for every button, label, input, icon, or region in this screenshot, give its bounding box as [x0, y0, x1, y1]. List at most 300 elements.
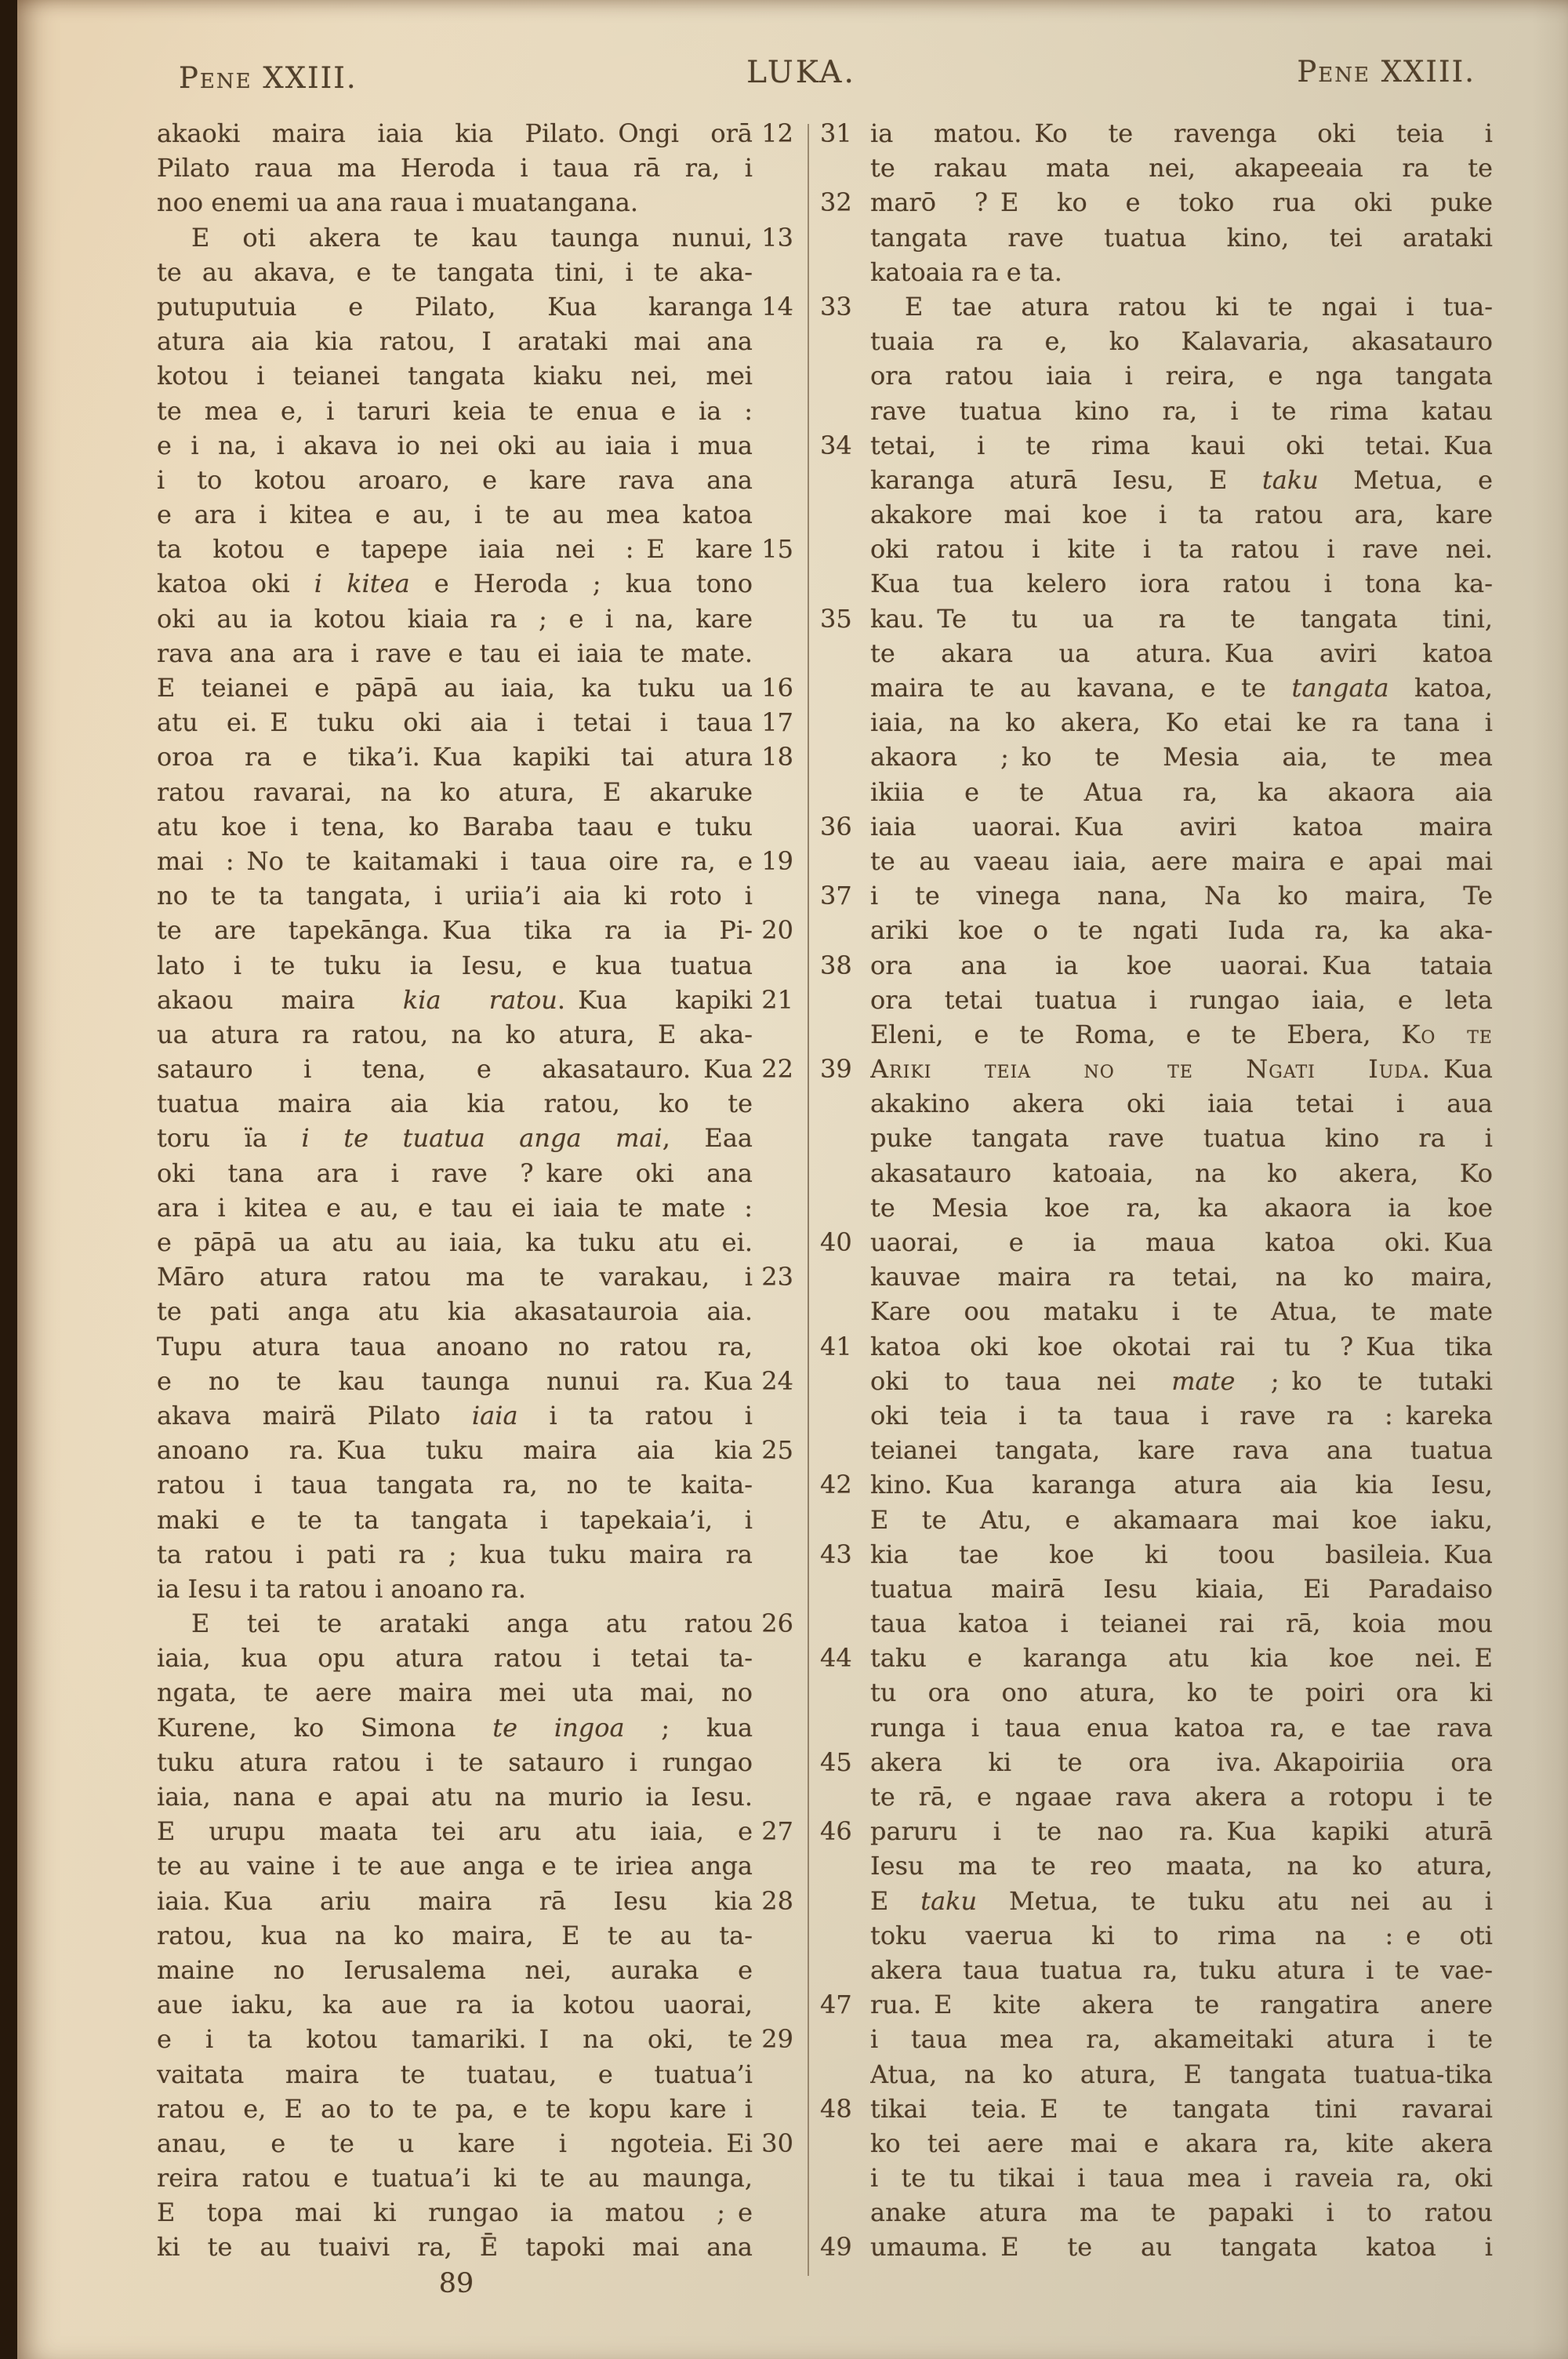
text-line	[157, 1884, 793, 1918]
verse-text: ta ratou i pati ra ; kua tuku maira ra	[157, 1539, 753, 1569]
verse-number	[753, 2092, 793, 2126]
running-head	[17, 50, 1568, 97]
text-line	[157, 1572, 793, 1606]
verse-number	[753, 878, 793, 913]
verse-number: 35	[820, 603, 852, 634]
text-line	[157, 1537, 793, 1572]
verse-number	[753, 948, 793, 983]
text-line	[820, 2022, 1493, 2056]
text-line	[820, 1294, 1493, 1329]
text-line	[820, 2230, 1493, 2264]
text-line	[820, 844, 1493, 878]
verse-number	[753, 1675, 793, 1710]
text-line	[820, 2195, 1493, 2230]
italic-text: kia ratou	[402, 984, 557, 1015]
text-line	[820, 566, 1493, 601]
text-line	[157, 1156, 793, 1190]
verse-number	[820, 2195, 870, 2230]
verse-text: ratou ravarai, na ko atura, E akaruke	[157, 776, 753, 807]
text-line	[820, 1364, 1493, 1398]
verse-text: akera taua tuatua ra, tuku atura i te vae-	[870, 1954, 1493, 1985]
verse-number	[753, 2057, 793, 2092]
text-line	[157, 1329, 793, 1364]
text-line	[157, 1017, 793, 1052]
verse-number	[753, 2230, 793, 2264]
verse-number	[820, 151, 870, 185]
verse-text: ora tetai tuatua i rungao iaia, e leta	[870, 984, 1493, 1015]
verse-number: 27	[761, 1816, 793, 1847]
verse-text: lato i te tuku ia Iesu, e kua tuatua	[157, 950, 753, 980]
verse-text: ratou e, E ao to te pa, e te kopu kare i	[157, 2093, 753, 2124]
verse-number	[753, 2195, 793, 2230]
verse-text: kia tae koe ki toou basileia. Kua	[870, 1539, 1493, 1569]
verse-number	[753, 428, 793, 463]
text-line	[820, 809, 1493, 844]
verse-number	[753, 1572, 793, 1606]
verse-number	[753, 394, 793, 428]
verse-text: atura aia kia ratou, I arataki mai ana	[157, 326, 753, 357]
verse-text: vaitata maira te tuatau, e tuatua’i	[157, 2059, 753, 2089]
verse-number: 24	[761, 1365, 793, 1396]
verse-text: Kare oou mataku i te Atua, te mate	[870, 1296, 1493, 1327]
verse-text: E topa mai ki rungao ia matou ; e	[157, 2197, 753, 2228]
verse-text: akaora ; ko te Mesia aia, te mea	[870, 742, 1493, 772]
verse-number: 33	[820, 291, 852, 322]
verse-number	[753, 463, 793, 497]
verse-text: E oti akera te kau taunga nunui,	[191, 222, 753, 253]
text-line	[820, 497, 1493, 532]
verse-number: 28	[761, 1885, 793, 1916]
verse-text: iaia, kua opu atura ratou i tetai ta-	[157, 1643, 753, 1674]
verse-number	[753, 2161, 793, 2195]
italic-text: taku	[1261, 464, 1319, 495]
verse-text: ko tei aere mai e akara ra, kite akera	[870, 2128, 1493, 2158]
text-line	[157, 1779, 793, 1814]
verse-number: 29	[761, 2024, 793, 2055]
verse-number: 13	[761, 222, 793, 253]
text-line	[820, 532, 1493, 566]
text-line	[820, 1086, 1493, 1121]
verse-text: E urupu maata tei aru atu iaia, e	[157, 1816, 753, 1847]
verse-text: akera ki te ora iva. Akapoiriia ora	[870, 1747, 1493, 1777]
text-line	[157, 1987, 793, 2022]
verse-number	[753, 1086, 793, 1121]
verse-text: te pati anga atu kia akasatauroia aia.	[157, 1296, 753, 1327]
verse-text: i te vinega nana, Na ko maira, Te	[870, 881, 1493, 911]
text-line	[157, 1675, 793, 1710]
text-line	[157, 255, 793, 289]
text-line	[820, 255, 1493, 289]
text-line	[820, 1537, 1493, 1572]
running-head-chapter-right: Pene XXIII.	[1297, 55, 1475, 89]
text-line	[157, 358, 793, 393]
verse-number: 46	[820, 1816, 852, 1847]
text-line	[157, 1641, 793, 1675]
verse-text: ariki koe o te ngati Iuda ra, ka aka-	[870, 915, 1493, 946]
text-line	[157, 116, 793, 151]
text-line	[820, 1121, 1493, 1155]
italic-text: tangata	[1291, 673, 1389, 703]
verse-text: rua. E kite akera te rangatira anere	[870, 1990, 1493, 2020]
verse-text: akakino akera oki iaia tetai i aua	[870, 1089, 1493, 1119]
text-line	[157, 1918, 793, 1953]
verse-number: 38	[820, 950, 852, 980]
verse-number	[820, 1364, 870, 1398]
verse-number: 43	[820, 1539, 852, 1569]
verse-number: 12	[761, 118, 793, 148]
verse-number: 25	[761, 1435, 793, 1466]
verse-number	[820, 1848, 870, 1883]
verse-text: kau. Te tu ua ra te tangata tini,	[870, 603, 1493, 634]
verse-text: ora ana ia koe uaorai. Kua tataia	[870, 950, 1493, 980]
text-line	[820, 1953, 1493, 1987]
text-line	[820, 185, 1493, 220]
verse-number: 26	[761, 1608, 793, 1639]
text-line	[157, 1294, 793, 1329]
verse-text: akaou maira kia ratou. Kua kapiki	[157, 984, 753, 1015]
verse-text: te au vaeau iaia, aere maira e apai mai	[870, 845, 1493, 876]
verse-number	[753, 1467, 793, 1502]
page-edge-shadow	[1532, 0, 1568, 2359]
verse-number	[820, 566, 870, 601]
text-line	[157, 1503, 793, 1537]
verse-text: toru ïa i te tuatua anga mai, Eaa	[157, 1123, 753, 1154]
verse-number	[753, 1779, 793, 1814]
verse-text: aue iaku, ka aue ra ia kotou uaorai,	[157, 1990, 753, 2020]
verse-number	[753, 1503, 793, 1537]
text-line	[157, 1364, 793, 1398]
text-line	[820, 2126, 1493, 2161]
text-line	[157, 809, 793, 844]
verse-text: te au vaine i te aue anga e te iriea anga	[157, 1851, 753, 1881]
text-line	[157, 289, 793, 324]
verse-number	[820, 1294, 870, 1329]
text-line	[820, 1918, 1493, 1953]
verse-text: ia matou. Ko te ravenga oki teia i	[870, 118, 1493, 148]
verse-number	[820, 740, 870, 774]
text-line	[820, 151, 1493, 185]
text-line	[820, 740, 1493, 774]
text-line	[820, 1467, 1493, 1502]
verse-number	[820, 705, 870, 740]
running-head-book-title: LUKA.	[746, 55, 856, 90]
verse-text: paruru i te nao ra. Kua kapiki aturā	[870, 1816, 1493, 1847]
text-line	[157, 636, 793, 671]
text-line	[157, 1190, 793, 1225]
verse-text: akava mairä Pilato iaia i ta ratou i	[157, 1400, 753, 1430]
text-line	[820, 1814, 1493, 1848]
verse-text: anake atura ma te papaki i to ratou	[870, 2197, 1493, 2228]
text-line	[157, 1606, 793, 1641]
verse-number: 19	[761, 845, 793, 876]
verse-text: te akara ua atura. Kua aviri katoa	[870, 638, 1493, 668]
italic-text: i kitea	[314, 569, 410, 599]
verse-number	[753, 1745, 793, 1779]
text-line	[820, 1745, 1493, 1779]
verse-text: marō ? E ko e toko rua oki puke	[870, 187, 1493, 218]
verse-text: e i na, i akava io nei oki au iaia i mua	[157, 430, 753, 460]
verse-number	[820, 532, 870, 566]
text-line	[157, 185, 793, 220]
verse-number	[753, 1918, 793, 1953]
verse-number	[753, 636, 793, 671]
verse-text: E tae atura ratou ki te ngai i tua-	[905, 291, 1493, 322]
text-line	[157, 878, 793, 913]
verse-text: te rakau mata nei, akapeeaia ra te	[870, 153, 1493, 184]
verse-text: oki teia i ta taua i rave ra : kareka	[870, 1400, 1493, 1430]
small-caps-text: Ko te	[1401, 1019, 1493, 1049]
text-line	[820, 1641, 1493, 1675]
verse-text: uaorai, e ia maua katoa oki. Kua	[870, 1227, 1493, 1257]
verse-number	[753, 1329, 793, 1364]
verse-number	[820, 1433, 870, 1467]
verse-text: oroa ra e tika’i. Kua kapiki tai atura	[157, 742, 753, 772]
text-line	[820, 1884, 1493, 1918]
verse-text: E te Atu, e akamaara mai koe iaku,	[870, 1504, 1493, 1535]
verse-text: tuku atura ratou i te satauro i rungao	[157, 1747, 753, 1777]
verse-number	[753, 602, 793, 636]
verse-number	[820, 255, 870, 289]
verse-text: ora ratou iaia i reira, e nga tangata	[870, 361, 1493, 391]
text-line	[820, 913, 1493, 947]
verse-text: ki te au tuaivi ra, Ē tapoki mai ana	[157, 2232, 753, 2263]
verse-number	[753, 151, 793, 185]
page-number: 89	[438, 2268, 474, 2299]
verse-text: maira te au kavana, e te tangata katoa,	[870, 673, 1493, 703]
text-line	[157, 1398, 793, 1433]
verse-number	[753, 1225, 793, 1259]
verse-text: Pilato raua ma Heroda i taua rā ra, i	[157, 153, 753, 184]
verse-text: ratou, kua na ko maira, E te au ta-	[157, 1920, 753, 1950]
verse-text: kauvae maira ra tetai, na ko maira,	[870, 1262, 1493, 1292]
verse-text: putuputuia e Pilato, Kua karanga	[157, 291, 753, 322]
verse-text: oki to taua nei mate ; ko te tutaki	[870, 1365, 1493, 1396]
verse-text: iaia, nana e apai atu na murio ia Iesu.	[157, 1782, 753, 1812]
text-line	[820, 2092, 1493, 2126]
running-head-chapter-left: Pene XXIII.	[179, 61, 358, 95]
verse-number: 49	[820, 2232, 852, 2263]
verse-text: tuatua maira aia kia ratou, ko te	[157, 1089, 753, 1119]
text-line	[157, 740, 793, 774]
text-line	[157, 602, 793, 636]
text-line	[820, 636, 1493, 671]
verse-text: E tei te arataki anga atu ratou	[191, 1608, 753, 1639]
verse-number	[820, 1918, 870, 1953]
verse-text: maine no Ierusalema nei, auraka e	[157, 1954, 753, 1985]
text-line	[157, 1052, 793, 1086]
verse-text: katoa oki koe okotai rai tu ? Kua tika	[870, 1331, 1493, 1361]
verse-number	[820, 394, 870, 428]
verse-number	[753, 1641, 793, 1675]
verse-number	[820, 1259, 870, 1294]
text-line	[820, 878, 1493, 913]
text-line	[820, 358, 1493, 393]
text-line	[820, 1503, 1493, 1537]
verse-text: oki au ia kotou kiaia ra ; e i na, kare	[157, 603, 753, 634]
verse-number	[753, 809, 793, 844]
text-line	[157, 1086, 793, 1121]
verse-text: i to kotou aroaro, e kare rava ana	[157, 464, 753, 495]
verse-number: 16	[761, 673, 793, 703]
verse-text: anoano ra. Kua tuku maira aia kia	[157, 1435, 753, 1466]
text-line	[157, 151, 793, 185]
text-line	[820, 1710, 1493, 1745]
verse-number: 17	[761, 707, 793, 738]
verse-number	[820, 844, 870, 878]
text-line	[157, 2092, 793, 2126]
verse-number: 39	[820, 1054, 852, 1085]
verse-text: rava ana ara i rave e tau ei iaia te mate.	[157, 638, 753, 668]
text-line	[157, 1121, 793, 1155]
text-line	[820, 1433, 1493, 1467]
verse-text: anau, e te u kare i ngoteia. Ei	[157, 2128, 753, 2158]
verse-text: taua katoa i teianei rai rā, koia mou	[870, 1608, 1493, 1639]
verse-number	[753, 1848, 793, 1883]
text-line	[820, 1190, 1493, 1225]
text-line	[157, 983, 793, 1017]
verse-number	[753, 185, 793, 220]
text-line	[157, 2161, 793, 2195]
text-line	[157, 1814, 793, 1848]
verse-text: tu ora ono atura, ko te poiri ora ki	[870, 1677, 1493, 1708]
verse-number	[820, 2022, 870, 2056]
verse-number	[753, 255, 793, 289]
verse-text: te are tapekānga. Kua tika ra ia Pi-	[157, 915, 753, 946]
text-line	[820, 289, 1493, 324]
verse-number	[820, 1884, 870, 1918]
text-line	[820, 2161, 1493, 2195]
verse-text: Eleni, e te Roma, e te Ebera, Ko te	[870, 1019, 1493, 1049]
text-line	[157, 497, 793, 532]
text-line	[157, 1710, 793, 1745]
verse-text: puke tangata rave tuatua kino ra i	[870, 1123, 1493, 1154]
text-line	[157, 671, 793, 705]
verse-number	[820, 1710, 870, 1745]
verse-number: 40	[820, 1227, 852, 1257]
verse-number	[820, 636, 870, 671]
verse-number	[820, 1606, 870, 1641]
verse-number: 22	[761, 1054, 793, 1085]
text-line	[820, 1052, 1493, 1086]
verse-number	[753, 1537, 793, 1572]
verse-text: e pāpā ua atu au iaia, ka tuku atu ei.	[157, 1227, 753, 1257]
text-line	[820, 463, 1493, 497]
verse-number	[820, 775, 870, 809]
verse-text: tangata rave tuatua kino, tei arataki	[870, 222, 1493, 253]
verse-number	[820, 463, 870, 497]
italic-text: taku	[920, 1885, 978, 1916]
text-line	[820, 1675, 1493, 1710]
verse-number: 15	[761, 534, 793, 565]
text-line	[157, 2022, 793, 2056]
text-line	[820, 1606, 1493, 1641]
verse-number	[753, 497, 793, 532]
text-line	[820, 1156, 1493, 1190]
verse-number	[753, 324, 793, 358]
verse-number: 18	[761, 742, 793, 772]
text-line	[820, 1779, 1493, 1814]
verse-text: noo enemi ua ana raua i muatangana.	[157, 187, 638, 218]
text-line	[820, 1848, 1493, 1883]
verse-text: oki tana ara i rave ? kare oki ana	[157, 1158, 753, 1188]
verse-text: toku vaerua ki to rima na : e oti	[870, 1920, 1493, 1950]
italic-text: iaia	[471, 1400, 518, 1430]
verse-text: i te tu tikai i taua mea i raveia ra, oki	[870, 2163, 1493, 2194]
verse-text: ngata, te aere maira mei uta mai, no	[157, 1677, 753, 1708]
text-line	[157, 394, 793, 428]
verse-text: rave tuatua kino ra, i te rima katau	[870, 395, 1493, 426]
verse-text: Kua tua kelero iora ratou i tona ka-	[870, 569, 1493, 599]
text-line	[157, 2230, 793, 2264]
verse-number	[820, 671, 870, 705]
verse-text: maki e te ta tangata i tapekaia’i, i	[157, 1504, 753, 1535]
verse-number: 45	[820, 1747, 852, 1777]
text-line	[820, 1572, 1493, 1606]
text-line	[157, 1953, 793, 1987]
verse-number: 44	[820, 1643, 852, 1674]
text-line	[820, 2057, 1493, 2092]
small-caps-text: Ariki teia no te Ngati Iuda.	[870, 1054, 1432, 1085]
verse-text: atu koe i tena, ko Baraba taau e tuku	[157, 811, 753, 841]
verse-number	[753, 1017, 793, 1052]
verse-number: 32	[820, 187, 852, 218]
italic-text: mate	[1171, 1365, 1236, 1396]
verse-text: ta kotou e tapepe iaia nei : E kare	[157, 534, 753, 565]
verse-number: 41	[820, 1331, 852, 1361]
verse-text: te Mesia koe ra, ka akaora ia koe	[870, 1192, 1493, 1223]
verse-number	[753, 566, 793, 601]
verse-text: umauma. E te au tangata katoa i	[870, 2232, 1493, 2263]
text-line	[157, 220, 793, 255]
verse-number	[753, 775, 793, 809]
text-line	[157, 2057, 793, 2092]
verse-text: Ariki teia no te Ngati Iuda. Kua	[870, 1054, 1493, 1085]
text-line	[157, 1433, 793, 1467]
text-line	[157, 2126, 793, 2161]
text-line	[157, 428, 793, 463]
verse-number	[753, 1398, 793, 1433]
verse-text: Māro atura ratou ma te varakau, i	[157, 1262, 753, 1292]
verse-text: kotou i teianei tangata kiaku nei, mei	[157, 361, 753, 391]
verse-number: 31	[820, 118, 852, 148]
verse-text: te au akava, e te tangata tini, i te aka-	[157, 256, 753, 287]
verse-text: iaia uaorai. Kua aviri katoa maira	[870, 811, 1493, 841]
verse-text: tuatua mairā Iesu kiaia, Ei Paradaiso	[870, 1573, 1493, 1604]
verse-number	[820, 358, 870, 393]
text-line	[157, 948, 793, 983]
text-line	[820, 116, 1493, 151]
verse-number	[820, 2161, 870, 2195]
text-line	[157, 463, 793, 497]
verse-text: atu ei. E tuku oki aia i tetai i taua	[157, 707, 753, 738]
verse-number: 48	[820, 2093, 852, 2124]
verse-text: no te ta tangata, i uriia’i aia ki roto i	[157, 881, 753, 911]
verse-text: ratou i taua tangata ra, no te kaita-	[157, 1470, 753, 1500]
verse-number	[820, 220, 870, 255]
verse-text: e i ta kotou tamariki. I na oki, te	[157, 2024, 753, 2055]
verse-number	[820, 2126, 870, 2161]
verse-text: i taua mea ra, akameitaki atura i te	[870, 2024, 1493, 2055]
verse-text: tikai teia. E te tangata tini ravarai	[870, 2093, 1493, 2124]
verse-number: 37	[820, 881, 852, 911]
verse-number	[820, 1503, 870, 1537]
text-line	[820, 394, 1493, 428]
italic-text: i te tuatua anga mai	[301, 1123, 662, 1154]
text-line	[157, 844, 793, 878]
text-line	[157, 532, 793, 566]
verse-text: taku e karanga atu kia koe nei. E	[870, 1643, 1493, 1674]
text-line	[157, 2195, 793, 2230]
